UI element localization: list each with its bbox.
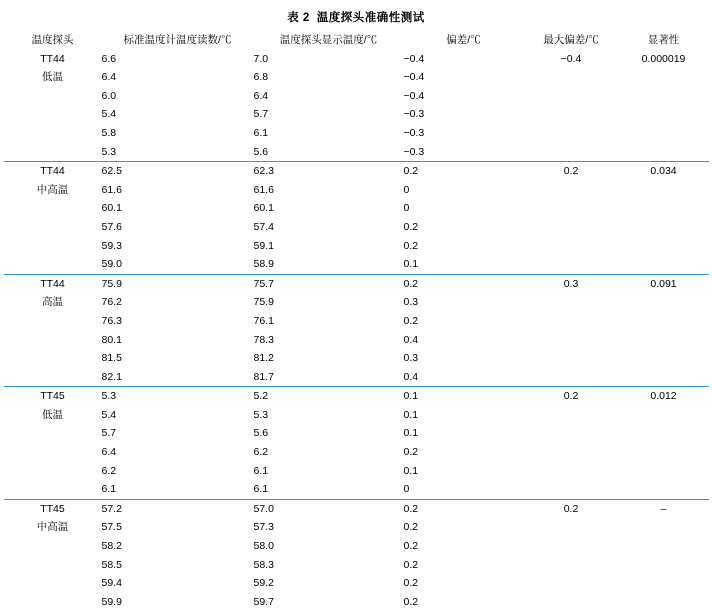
cell-max-deviation: [524, 406, 619, 425]
cell-deviation: −0.4: [403, 89, 425, 102]
cell-displayed-temp: 81.7: [253, 370, 274, 383]
cell-max-deviation: [524, 443, 619, 462]
table-header-row: [4, 31, 709, 50]
cell-displayed-temp: 59.1: [253, 239, 274, 252]
cell-deviation: 0.3: [403, 296, 419, 309]
cell-max-deviation: [524, 537, 619, 556]
table-row: [4, 443, 709, 462]
cell-standard-temp: 59.3: [101, 239, 122, 252]
table-row: [4, 199, 709, 218]
cell-max-deviation: [524, 124, 619, 143]
cell-deviation: 0.3: [403, 352, 419, 365]
cell-max-deviation: [524, 181, 619, 200]
cell-standard-temp: 6.6: [101, 52, 117, 65]
cell-significance: [619, 293, 709, 312]
table-row: [4, 556, 709, 575]
probe-empty: [4, 349, 102, 368]
cell-significance: [619, 368, 709, 387]
cell-deviation: 0.1: [403, 464, 419, 477]
table-row: [4, 143, 709, 162]
table-row: [4, 181, 709, 200]
cell-standard-temp: 57.6: [101, 220, 122, 233]
cell-significance: [619, 424, 709, 443]
cell-displayed-temp: 57.3: [253, 521, 274, 534]
header-significance: 显著性: [647, 34, 680, 46]
cell-displayed-temp: 6.1: [253, 126, 269, 139]
cell-significance: 0.091: [619, 274, 709, 293]
probe-name: TT45: [4, 387, 102, 406]
probe-empty: [4, 105, 102, 124]
cell-significance: 0.012: [619, 387, 709, 406]
cell-displayed-temp: 59.7: [253, 595, 274, 608]
cell-significance: [619, 312, 709, 331]
cell-max-deviation: [524, 462, 619, 481]
table-row: [4, 574, 709, 593]
probe-empty: [4, 237, 102, 256]
cell-displayed-temp: 78.3: [253, 333, 274, 346]
accuracy-test-table: [4, 31, 709, 611]
cell-max-deviation: [524, 199, 619, 218]
cell-standard-temp: 5.8: [101, 126, 117, 139]
cell-significance: [619, 537, 709, 556]
cell-displayed-temp: 6.8: [253, 71, 269, 84]
cell-standard-temp: 6.2: [101, 464, 117, 477]
cell-displayed-temp: 57.4: [253, 220, 274, 233]
cell-standard-temp: 59.9: [101, 595, 122, 608]
cell-standard-temp: 80.1: [101, 333, 122, 346]
cell-displayed-temp: 5.3: [253, 408, 269, 421]
cell-deviation: 0.2: [403, 314, 419, 327]
cell-displayed-temp: 59.2: [253, 577, 274, 590]
cell-significance: [619, 218, 709, 237]
table-row: [4, 68, 709, 87]
probe-empty: [4, 537, 102, 556]
cell-deviation: 0.1: [403, 408, 419, 421]
cell-significance: [619, 199, 709, 218]
table-row: [4, 480, 709, 499]
cell-deviation: −0.3: [403, 126, 425, 139]
cell-significance: [619, 124, 709, 143]
cell-deviation: −0.3: [403, 145, 425, 158]
cell-max-deviation: 0.2: [524, 387, 619, 406]
table-body: [4, 50, 709, 611]
probe-condition: 低温: [42, 408, 63, 421]
cell-max-deviation: [524, 593, 619, 611]
table-row: [4, 237, 709, 256]
table-row: [4, 349, 709, 368]
cell-max-deviation: 0.3: [524, 274, 619, 293]
cell-standard-temp: 62.5: [102, 162, 254, 181]
probe-name: TT44: [4, 274, 102, 293]
probe-condition: 中高温: [36, 183, 69, 196]
table-row: [4, 218, 709, 237]
probe-empty: [4, 593, 102, 611]
table-row: [4, 124, 709, 143]
cell-max-deviation: [524, 255, 619, 274]
cell-max-deviation: [524, 480, 619, 499]
cell-displayed-temp: 5.7: [253, 108, 269, 121]
table-row: [4, 274, 709, 293]
probe-empty: [4, 143, 102, 162]
probe-empty: [4, 199, 102, 218]
probe-empty: [4, 480, 102, 499]
cell-standard-temp: 58.2: [101, 540, 122, 553]
probe-condition: 低温: [42, 71, 63, 84]
table-row: [4, 593, 709, 611]
cell-displayed-temp: 57.0: [254, 499, 404, 518]
probe-empty: [4, 87, 102, 106]
probe-name: TT44: [40, 52, 65, 65]
cell-standard-temp: 6.0: [101, 89, 117, 102]
document-page: [0, 9, 712, 608]
cell-standard-temp: 57.2: [102, 499, 254, 518]
probe-empty: [4, 443, 102, 462]
header-displayed-temp: 温度探头显示温度/℃: [279, 34, 378, 46]
cell-max-deviation: [524, 312, 619, 331]
header-deviation: 偏差/℃: [446, 34, 481, 46]
cell-deviation: 0.2: [404, 162, 524, 181]
probe-name: TT45: [4, 499, 102, 518]
table-row: [4, 368, 709, 387]
cell-standard-temp: 76.2: [101, 296, 122, 309]
cell-displayed-temp: 75.9: [253, 296, 274, 309]
probe-empty: [4, 462, 102, 481]
cell-standard-temp: 5.4: [101, 408, 117, 421]
cell-deviation: 0.2: [403, 577, 419, 590]
cell-max-deviation: [524, 349, 619, 368]
cell-max-deviation: [524, 368, 619, 387]
cell-significance: [619, 574, 709, 593]
cell-max-deviation: [524, 331, 619, 350]
cell-deviation: 0.2: [403, 239, 419, 252]
table-row: [4, 406, 709, 425]
cell-standard-temp: 6.4: [101, 446, 117, 459]
cell-standard-temp: 75.9: [102, 274, 254, 293]
header-standard-temp: 标准温度计温度读数/℃: [123, 34, 232, 46]
cell-standard-temp: 6.4: [101, 71, 117, 84]
cell-deviation: 0.4: [403, 333, 419, 346]
table-row: [4, 537, 709, 556]
header-max-deviation: 最大偏差/℃: [543, 34, 599, 46]
cell-deviation: 0.2: [403, 220, 419, 233]
cell-significance: [619, 480, 709, 499]
probe-condition: 中高温: [36, 521, 69, 534]
cell-significance: [619, 593, 709, 611]
cell-displayed-temp: 58.3: [253, 558, 274, 571]
cell-significance: [619, 143, 709, 162]
table-row: [4, 387, 709, 406]
cell-deviation: 0.1: [403, 258, 419, 271]
cell-deviation: −0.3: [403, 108, 425, 121]
cell-significance: [619, 556, 709, 575]
cell-deviation: 0.4: [403, 370, 419, 383]
cell-deviation: 0.2: [403, 521, 419, 534]
cell-displayed-temp: 5.2: [254, 387, 404, 406]
cell-significance: [619, 68, 709, 87]
probe-empty: [4, 255, 102, 274]
cell-deviation: 0.1: [403, 427, 419, 440]
cell-max-deviation: [524, 105, 619, 124]
cell-max-deviation: [524, 218, 619, 237]
table-row: [4, 162, 709, 181]
cell-significance: [619, 331, 709, 350]
cell-standard-temp: 59.0: [101, 258, 122, 271]
cell-max-deviation: [524, 293, 619, 312]
probe-empty: [4, 556, 102, 575]
cell-deviation: 0: [403, 183, 410, 196]
cell-deviation: 0.2: [404, 499, 524, 518]
table-header: [4, 31, 709, 50]
cell-displayed-temp: 5.6: [253, 145, 269, 158]
cell-max-deviation: [524, 574, 619, 593]
cell-deviation: −0.4: [403, 71, 425, 84]
header-probe: 温度探头: [31, 34, 74, 46]
cell-deviation: 0: [403, 483, 410, 496]
probe-empty: [4, 368, 102, 387]
probe-name: TT44: [4, 162, 102, 181]
cell-significance: [619, 237, 709, 256]
cell-standard-temp: 76.3: [101, 314, 122, 327]
cell-significance: [619, 105, 709, 124]
cell-max-deviation: [524, 68, 619, 87]
probe-empty: [4, 574, 102, 593]
cell-significance: [619, 462, 709, 481]
cell-standard-temp: 61.6: [101, 183, 122, 196]
cell-deviation: 0.2: [403, 446, 419, 459]
cell-displayed-temp: 76.1: [253, 314, 274, 327]
table-row: [4, 331, 709, 350]
cell-displayed-temp: 61.6: [253, 183, 274, 196]
cell-max-deviation: [524, 237, 619, 256]
cell-deviation: 0.2: [403, 558, 419, 571]
cell-standard-temp: 58.5: [101, 558, 122, 571]
cell-standard-temp: 5.3: [101, 145, 117, 158]
cell-displayed-temp: 81.2: [253, 352, 274, 365]
cell-standard-temp: 5.7: [101, 427, 117, 440]
cell-displayed-temp: 7.0: [253, 52, 269, 65]
cell-max-deviation: [524, 518, 619, 537]
table-row: [4, 50, 709, 69]
cell-deviation: 0.2: [403, 595, 419, 608]
cell-deviation: −0.4: [403, 52, 425, 65]
cell-deviation: 0.2: [404, 274, 524, 293]
cell-max-deviation: [524, 143, 619, 162]
probe-empty: [4, 331, 102, 350]
table-row: [4, 462, 709, 481]
table-row: [4, 255, 709, 274]
cell-max-deviation: 0.2: [524, 162, 619, 181]
cell-max-deviation: [524, 87, 619, 106]
table-row: [4, 87, 709, 106]
cell-displayed-temp: 6.1: [253, 483, 269, 496]
table-row: [4, 105, 709, 124]
cell-displayed-temp: 6.1: [253, 464, 269, 477]
cell-standard-temp: 6.1: [101, 483, 117, 496]
cell-standard-temp: 60.1: [101, 202, 122, 215]
cell-max-deviation: 0.2: [524, 499, 619, 518]
table-row: [4, 424, 709, 443]
probe-empty: [4, 312, 102, 331]
cell-significance: [619, 181, 709, 200]
cell-displayed-temp: 75.7: [254, 274, 404, 293]
cell-displayed-temp: 58.9: [253, 258, 274, 271]
caption-label: 表 2: [287, 12, 310, 24]
cell-deviation: 0.2: [403, 540, 419, 553]
table-caption: [0, 9, 712, 25]
probe-condition: 高温: [42, 296, 63, 309]
cell-standard-temp: 5.4: [101, 108, 117, 121]
cell-standard-temp: 57.5: [101, 521, 122, 534]
table-row: [4, 518, 709, 537]
cell-max-deviation: [524, 556, 619, 575]
cell-max-deviation: −0.4: [560, 52, 582, 65]
cell-significance: 0.000019: [641, 52, 686, 65]
cell-significance: [619, 518, 709, 537]
cell-significance: 0.034: [619, 162, 709, 181]
cell-displayed-temp: 5.6: [253, 427, 269, 440]
cell-displayed-temp: 6.4: [253, 89, 269, 102]
cell-significance: [619, 406, 709, 425]
cell-displayed-temp: 62.3: [254, 162, 404, 181]
cell-standard-temp: 59.4: [101, 577, 122, 590]
probe-empty: [4, 124, 102, 143]
probe-empty: [4, 424, 102, 443]
cell-standard-temp: 5.3: [102, 387, 254, 406]
cell-max-deviation: [524, 424, 619, 443]
cell-significance: [619, 87, 709, 106]
cell-significance: –: [619, 499, 709, 518]
cell-significance: [619, 443, 709, 462]
cell-deviation: 0: [403, 202, 410, 215]
cell-standard-temp: 81.5: [101, 352, 122, 365]
cell-significance: [619, 255, 709, 274]
caption-title: 温度探头准确性测试: [316, 12, 425, 24]
cell-displayed-temp: 58.0: [253, 540, 274, 553]
table-row: [4, 312, 709, 331]
probe-empty: [4, 218, 102, 237]
cell-displayed-temp: 6.2: [253, 446, 269, 459]
table-row: [4, 499, 709, 518]
table-row: [4, 293, 709, 312]
cell-deviation: 0.1: [404, 387, 524, 406]
cell-standard-temp: 82.1: [101, 370, 122, 383]
cell-significance: [619, 349, 709, 368]
cell-displayed-temp: 60.1: [253, 202, 274, 215]
